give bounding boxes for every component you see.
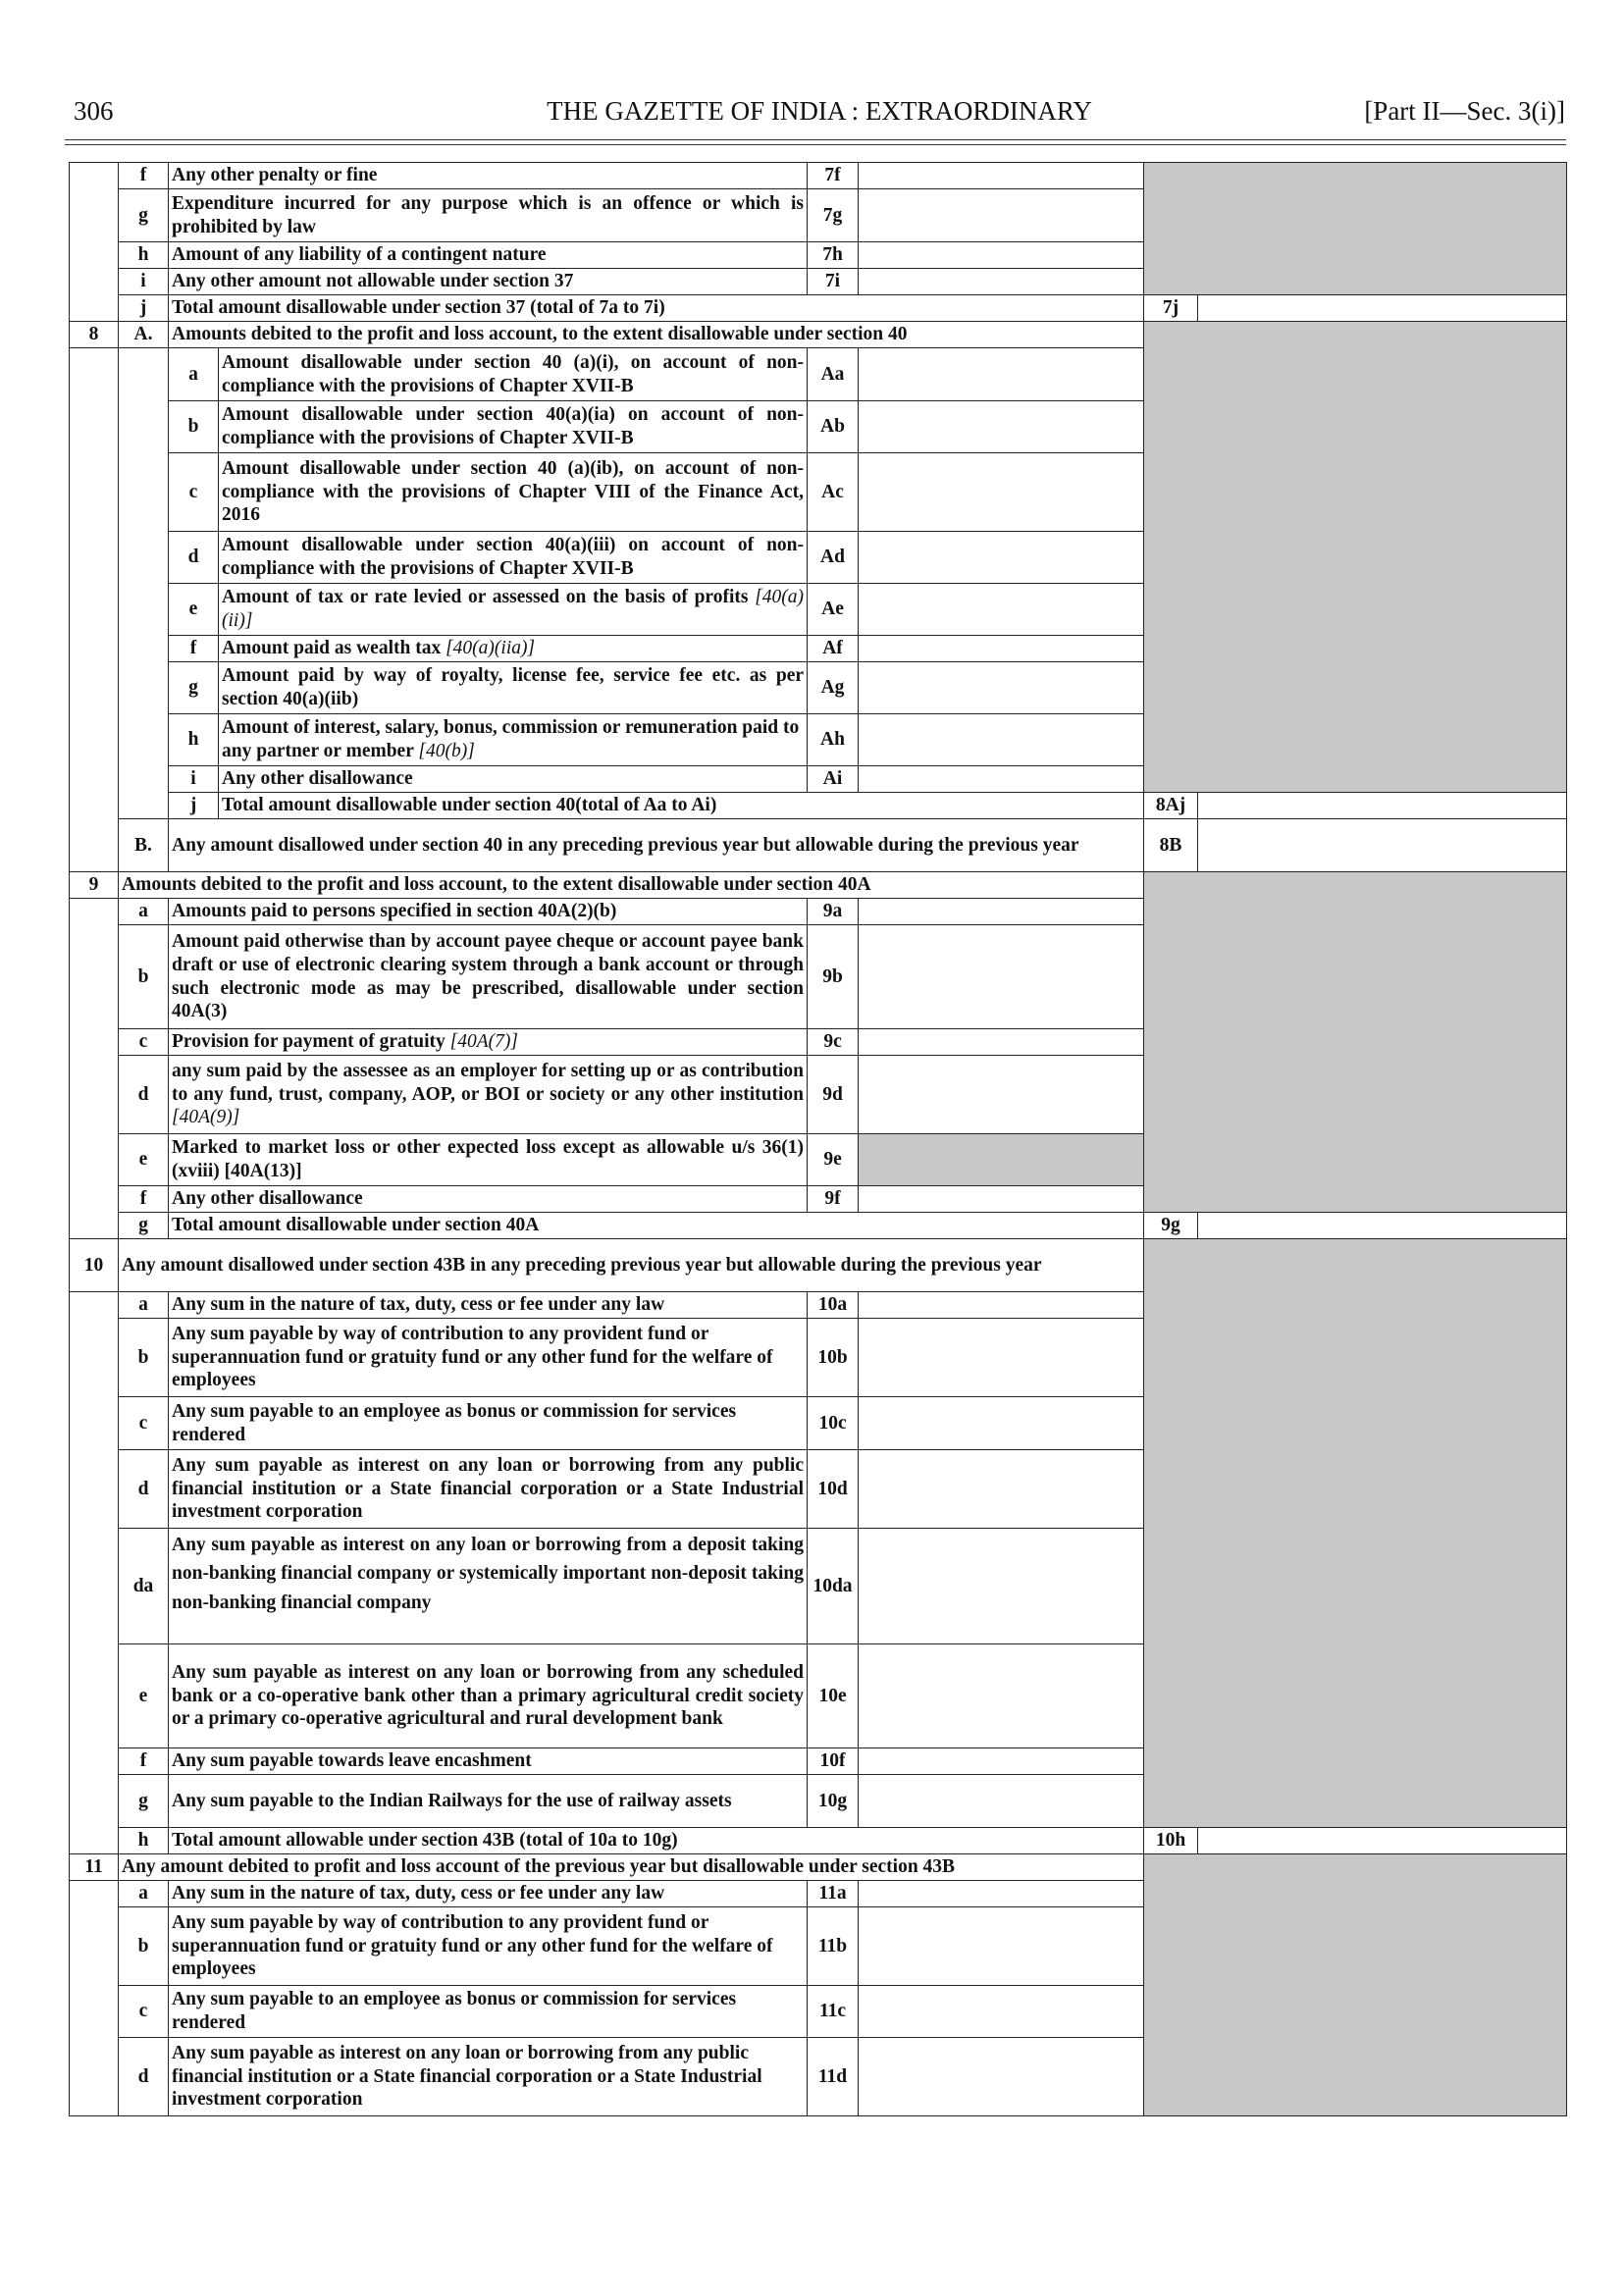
- row-description: Amount disallowable under section 40 (a)(i), on account of non-compliance with the provisions of Chapter XVII-B: [219, 348, 808, 401]
- field-code: Ac: [808, 453, 859, 532]
- row-description: Total amount allowable under section 43B (total of 10a to 10g): [169, 1828, 1144, 1854]
- amount-field-10b[interactable]: [859, 1319, 1144, 1397]
- sub-label: j: [169, 793, 219, 819]
- part-section: [Part II—Sec. 3(i)]: [1364, 96, 1565, 126]
- field-code: 10h: [1144, 1828, 1198, 1854]
- field-code: Ai: [808, 766, 859, 793]
- amount-field-Ad[interactable]: [859, 532, 1144, 584]
- field-code: Ae: [808, 584, 859, 636]
- amount-field-Ai[interactable]: [859, 766, 1144, 793]
- sub-label: c: [119, 1397, 169, 1450]
- amount-field-11c[interactable]: [859, 1986, 1144, 2038]
- row-description: Any sum payable as interest on any loan or borrowing from any scheduled bank or a co-operative bank other than a primary agricultural credit society or a primary co-operative agricultural and rural development bank: [169, 1644, 808, 1748]
- row-description: Total amount disallowable under section 40(total of Aa to Ai): [219, 793, 1144, 819]
- page-header: [74, 96, 1565, 131]
- amount-field-11b[interactable]: [859, 1907, 1144, 1986]
- sub-label: e: [119, 1134, 169, 1186]
- amount-field-7h[interactable]: [859, 242, 1144, 269]
- shaded-cell: [1144, 322, 1567, 793]
- row-description: Any amount disallowed under section 40 in any preceding previous year but allowable during the previous year: [169, 819, 1144, 872]
- row-description: Amount of tax or rate levied or assessed on the basis of profits [40(a)(ii)]: [219, 584, 808, 636]
- row-description: Any sum payable towards leave encashment: [169, 1748, 808, 1775]
- amount-field-8B[interactable]: [1198, 819, 1567, 872]
- row-description: Amount disallowable under section 40 (a)(ib), on account of non-compliance with the provisions of Chapter VIII of the Finance Act, 2016: [219, 453, 808, 532]
- sub-label: b: [119, 1319, 169, 1397]
- amount-field-8Aj[interactable]: [1198, 793, 1567, 819]
- row-description: Amount paid by way of royalty, license fee, service fee etc. as per section 40(a)(iib): [219, 662, 808, 714]
- amount-field-10da[interactable]: [859, 1529, 1144, 1644]
- sub-label: g: [169, 662, 219, 714]
- field-code: 7f: [808, 163, 859, 189]
- sub-label: d: [169, 532, 219, 584]
- field-code: 9f: [808, 1186, 859, 1213]
- row-description: Any sum payable as interest on any loan or borrowing from any public financial institution or a State financial corporation or a State Industrial investment corporation: [169, 2038, 808, 2116]
- row-description: Expenditure incurred for any purpose which is an offence or which is prohibited by law: [169, 189, 808, 242]
- field-code: 10a: [808, 1292, 859, 1319]
- sub-label: b: [169, 401, 219, 453]
- sub-label: e: [169, 584, 219, 636]
- amount-field-7g[interactable]: [859, 189, 1144, 242]
- row-description: Any sum payable by way of contribution to any provident fund or superannuation fund or gratuity fund or any other fund for the welfare of employees: [169, 1319, 808, 1397]
- field-code: 9b: [808, 925, 859, 1029]
- field-code: Aa: [808, 348, 859, 401]
- field-code: 9d: [808, 1056, 859, 1134]
- table-row: [70, 295, 1567, 322]
- field-code: 11a: [808, 1881, 859, 1907]
- amount-field-11d[interactable]: [859, 2038, 1144, 2116]
- amount-field-10f[interactable]: [859, 1748, 1144, 1775]
- amount-field-10h[interactable]: [1198, 1828, 1567, 1854]
- section-heading: Any amount debited to profit and loss account of the previous year but disallowable under section 43B: [119, 1854, 1144, 1881]
- row-number-cell: [70, 348, 119, 872]
- sub-label: d: [119, 1450, 169, 1529]
- amount-field-9e[interactable]: [859, 1134, 1144, 1186]
- row-number: 9: [70, 872, 119, 899]
- row-description: Any sum in the nature of tax, duty, cess or fee under any law: [169, 1881, 808, 1907]
- amount-field-7j[interactable]: [1198, 295, 1567, 322]
- sub-label: f: [169, 636, 219, 662]
- row-description: Provision for payment of gratuity [40A(7)]: [169, 1029, 808, 1056]
- sub-label: f: [119, 1748, 169, 1775]
- row-description: Any other amount not allowable under section 37: [169, 269, 808, 295]
- table-row: [70, 322, 1567, 348]
- field-code: 11b: [808, 1907, 859, 1986]
- sub-label: g: [119, 1775, 169, 1828]
- row-number-cell: [70, 163, 119, 322]
- row-description: Any sum payable to an employee as bonus or commission for services rendered: [169, 1397, 808, 1450]
- table-row: [70, 872, 1567, 899]
- field-code: 10da: [808, 1529, 859, 1644]
- field-code: 10c: [808, 1397, 859, 1450]
- row-description: Amount disallowable under section 40(a)(iii) on account of non-compliance with the provisions of Chapter XVII-B: [219, 532, 808, 584]
- field-code: 9c: [808, 1029, 859, 1056]
- sub-label: f: [119, 1186, 169, 1213]
- sub-label: c: [119, 1986, 169, 2038]
- field-code: 11d: [808, 2038, 859, 2116]
- sub-label: c: [119, 1029, 169, 1056]
- amount-field-9f[interactable]: [859, 1186, 1144, 1213]
- amount-field-Ag[interactable]: [859, 662, 1144, 714]
- sub-label: c: [169, 453, 219, 532]
- field-code: 10g: [808, 1775, 859, 1828]
- row-description: Amount paid otherwise than by account payee cheque or account payee bank draft or use of electronic clearing system through a bank account or through such electronic mode as may be prescribed, disallowable under section 40A(3): [169, 925, 808, 1029]
- row-description: Any sum payable to an employee as bonus or commission for services rendered: [169, 1986, 808, 2038]
- sub-label: a: [119, 1292, 169, 1319]
- row-number-cell: [70, 1881, 119, 2116]
- row-description: any sum paid by the assessee as an employer for setting up or as contribution to any fund, trust, company, AOP, or BOI or society or any other institution [40A(9)]: [169, 1056, 808, 1134]
- field-code: 11c: [808, 1986, 859, 2038]
- field-code: 9a: [808, 899, 859, 925]
- row-description: Amount of interest, salary, bonus, commission or remuneration paid to any partner or member [40(b)]: [219, 714, 808, 766]
- sub-label: B.: [119, 819, 169, 872]
- field-code: 8B: [1144, 819, 1198, 872]
- amount-field-10d[interactable]: [859, 1450, 1144, 1529]
- field-code: 9e: [808, 1134, 859, 1186]
- sub-label: i: [169, 766, 219, 793]
- disallowance-form-table: [69, 162, 1567, 2116]
- table-row: [70, 1239, 1567, 1292]
- header-rule: [65, 139, 1566, 140]
- sub-label: d: [119, 1056, 169, 1134]
- page-number: 306: [74, 96, 114, 126]
- field-code: Ab: [808, 401, 859, 453]
- row-description: Amount of any liability of a contingent nature: [169, 242, 808, 269]
- amount-field-Ab[interactable]: [859, 401, 1144, 453]
- table-row: [70, 819, 1567, 872]
- field-code: 9g: [1144, 1213, 1198, 1239]
- header-rule-double: [65, 144, 1566, 145]
- sub-label: a: [119, 899, 169, 925]
- amount-field-11a[interactable]: [859, 1881, 1144, 1907]
- amount-field-10e[interactable]: [859, 1644, 1144, 1748]
- shaded-cell: [1144, 163, 1567, 295]
- field-code: Ah: [808, 714, 859, 766]
- row-number: 8: [70, 322, 119, 348]
- amount-field-Ah[interactable]: [859, 714, 1144, 766]
- sub-label-cell: [119, 348, 169, 819]
- sub-label: b: [119, 925, 169, 1029]
- amount-field-Ae[interactable]: [859, 584, 1144, 636]
- section-heading: Amounts debited to the profit and loss account, to the extent disallowable under section 40A: [119, 872, 1144, 899]
- field-code: Ad: [808, 532, 859, 584]
- field-code: Af: [808, 636, 859, 662]
- table-row: [70, 1854, 1567, 1881]
- sub-label: e: [119, 1644, 169, 1748]
- section-heading: Any amount disallowed under section 43B in any preceding previous year but allowable during the previous year: [119, 1239, 1144, 1292]
- shaded-cell: [1144, 872, 1567, 1213]
- amount-field-9d[interactable]: [859, 1056, 1144, 1134]
- amount-field-10g[interactable]: [859, 1775, 1144, 1828]
- shaded-cell: [1144, 1239, 1567, 1828]
- amount-field-9c[interactable]: [859, 1029, 1144, 1056]
- row-description: Any sum in the nature of tax, duty, cess or fee under any law: [169, 1292, 808, 1319]
- row-number: 11: [70, 1854, 119, 1881]
- amount-field-9b[interactable]: [859, 925, 1144, 1029]
- amount-field-9a[interactable]: [859, 899, 1144, 925]
- sub-label: h: [119, 242, 169, 269]
- sub-label: h: [169, 714, 219, 766]
- amount-field-Ac[interactable]: [859, 453, 1144, 532]
- field-code: 7h: [808, 242, 859, 269]
- sub-label: d: [119, 2038, 169, 2116]
- table-row: [70, 793, 1567, 819]
- field-code: 10e: [808, 1644, 859, 1748]
- shaded-cell: [1144, 1854, 1567, 2116]
- field-code: 10d: [808, 1450, 859, 1529]
- row-description: Amounts paid to persons specified in section 40A(2)(b): [169, 899, 808, 925]
- row-description: Total amount disallowable under section 37 (total of 7a to 7i): [169, 295, 1144, 322]
- field-code: 7i: [808, 269, 859, 295]
- sub-label: b: [119, 1907, 169, 1986]
- field-code: 7g: [808, 189, 859, 242]
- row-description: Marked to market loss or other expected loss except as allowable u/s 36(1)(xviii) [40A(13)]: [169, 1134, 808, 1186]
- sub-label: f: [119, 163, 169, 189]
- sub-label: g: [119, 1213, 169, 1239]
- amount-field-10c[interactable]: [859, 1397, 1144, 1450]
- row-description: Any other penalty or fine: [169, 163, 808, 189]
- sub-label: da: [119, 1529, 169, 1644]
- row-description: Amount disallowable under section 40(a)(ia) on account of non-compliance with the provisions of Chapter XVII-B: [219, 401, 808, 453]
- row-description: Any other disallowance: [219, 766, 808, 793]
- sub-label: A.: [119, 322, 169, 348]
- amount-field-7i[interactable]: [859, 269, 1144, 295]
- row-description: Total amount disallowable under section 40A: [169, 1213, 1144, 1239]
- field-code: 8Aj: [1144, 793, 1198, 819]
- amount-field-Af[interactable]: [859, 636, 1144, 662]
- sub-label: j: [119, 295, 169, 322]
- sub-label: g: [119, 189, 169, 242]
- field-code: Ag: [808, 662, 859, 714]
- table-row: [70, 163, 1567, 189]
- row-number: 10: [70, 1239, 119, 1292]
- field-code: 10b: [808, 1319, 859, 1397]
- amount-field-9g[interactable]: [1198, 1213, 1567, 1239]
- field-code: 7j: [1144, 295, 1198, 322]
- table-row: [70, 1828, 1567, 1854]
- sub-label: i: [119, 269, 169, 295]
- row-description: Any sum payable as interest on any loan or borrowing from a deposit taking non-banking financial company or systemically important non-deposit taking non-banking financial company: [169, 1529, 808, 1644]
- amount-field-10a[interactable]: [859, 1292, 1144, 1319]
- row-description: Amount paid as wealth tax [40(a)(iia)]: [219, 636, 808, 662]
- row-number-cell: [70, 1292, 119, 1854]
- sub-label: a: [119, 1881, 169, 1907]
- table-row: [70, 1213, 1567, 1239]
- sub-label: a: [169, 348, 219, 401]
- row-number-cell: [70, 899, 119, 1239]
- amount-field-7f[interactable]: [859, 163, 1144, 189]
- amount-field-Aa[interactable]: [859, 348, 1144, 401]
- section-heading: Amounts debited to the profit and loss account, to the extent disallowable under section 40: [169, 322, 1144, 348]
- row-description: Any sum payable as interest on any loan or borrowing from any public financial institution or a State financial corporation or a State Industrial investment corporation: [169, 1450, 808, 1529]
- field-code: 10f: [808, 1748, 859, 1775]
- sub-label: h: [119, 1828, 169, 1854]
- row-description: Any sum payable to the Indian Railways for the use of railway assets: [169, 1775, 808, 1828]
- row-description: Any sum payable by way of contribution to any provident fund or superannuation fund or gratuity fund or any other fund for the welfare of employees: [169, 1907, 808, 1986]
- gazette-title: THE GAZETTE OF INDIA : EXTRAORDINARY: [547, 96, 1092, 126]
- row-description: Any other disallowance: [169, 1186, 808, 1213]
